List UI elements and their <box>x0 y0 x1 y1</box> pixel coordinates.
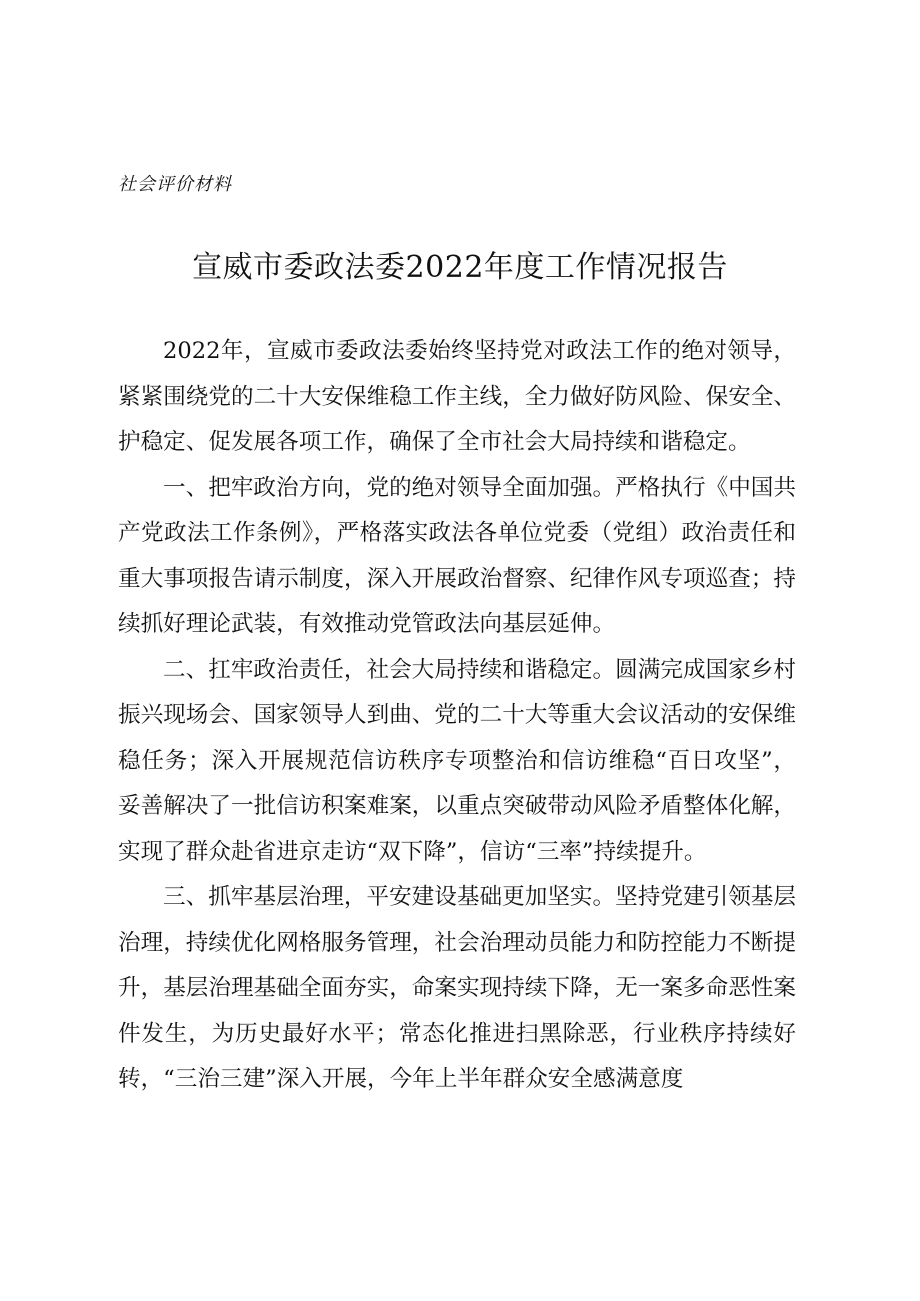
document-label: 社会评价材料 <box>118 174 232 195</box>
document-title: 宣威市委政法委2022年度工作情况报告 <box>192 250 728 285</box>
paragraph-section-3: 三、抓牢基层治理，平安建设基础更加坚实。坚持党建引领基层治理，持续优化网格服务管理，社会治理动员能力和防控能力不断提升，基层治理基础全面夯实，命案实现持续下降，无一案多命恶性案件发生，为历史最好水平；常态化推进扫黑除恶，行业秩序持续好转，“三治三建”深入开展，今年上半年群众安全感满意度 <box>118 884 796 1092</box>
document-body <box>118 329 796 1103</box>
paragraph-section-2: 二、扛牢政治责任，社会大局持续和谐稳定。圆满完成国家乡村振兴现场会、国家领导人到曲、党的二十大等重大会议活动的安保维稳任务；深入开展规范信访秩序专项整治和信访维稳“百日攻坚”，妥善解决了一批信访积案难案，以重点突破带动风险矛盾整体化解，实现了群众赴省进京走访“双下降”，信访“三率”持续提升。 <box>118 656 796 865</box>
paragraph-intro: 2022年，宣威市委政法委始终坚持党对政法工作的绝对领导，紧紧围绕党的二十大安保维稳工作主线，全力做好防风险、保安全、护稳定、促发展各项工作，确保了全市社会大局持续和谐稳定。 <box>118 338 796 455</box>
paragraph-section-1: 一、把牢政治方向，党的绝对领导全面加强。严格执行《中国共产党政法工作条例》，严格落实政法各单位党委（党组）政治责任和重大事项报告请示制度，深入开展政治督察、纪律作风专项巡查；持续抓好理论武装，有效推动党管政法向基层延伸。 <box>118 474 796 637</box>
